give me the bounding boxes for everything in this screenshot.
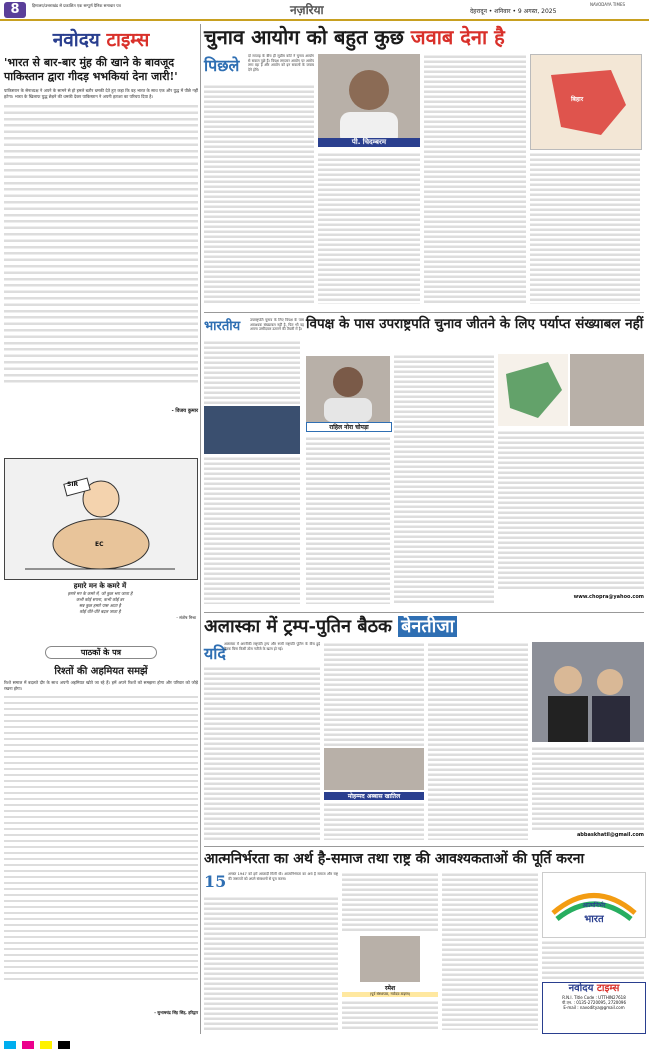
imprint-email: E-mail : navoditya@gmail.com bbox=[563, 1005, 625, 1010]
color-registration-bar bbox=[4, 1034, 71, 1053]
top-right-label: NAVODAYA TIMES bbox=[590, 2, 626, 7]
imprint-phone: पी.एन. : 0135-2720095, 2720096 bbox=[562, 1000, 626, 1005]
author-photo-khatil bbox=[324, 748, 424, 790]
imprint-brand-suffix: टाइम्स bbox=[596, 983, 620, 994]
fourth-headline: आत्मनिर्भरता का अर्थ है-समाज तथा राष्ट्र की आवश्यकताओं की पूर्ति करना bbox=[204, 851, 585, 867]
poem-line: सब कुछ हमारे पास आता है bbox=[79, 603, 121, 608]
yellow-swatch bbox=[40, 1041, 52, 1049]
fourth-col-2b bbox=[342, 1000, 438, 1030]
section-title: नज़रिया bbox=[290, 3, 324, 17]
third-headline bbox=[204, 616, 644, 638]
page-number: 8 bbox=[4, 2, 26, 18]
fourth-author-note: (पूर्व संस्थापक, नवोदय टाइम्स) bbox=[342, 992, 438, 997]
second-col-2 bbox=[306, 436, 390, 604]
second-col-1b bbox=[204, 456, 300, 604]
second-col-1a bbox=[204, 340, 300, 404]
third-author: मोहम्मद अब्बास खातिल bbox=[324, 792, 424, 800]
lead-kicker: पिछले bbox=[204, 56, 240, 75]
cartoon-label: SIR bbox=[67, 481, 79, 488]
second-article bbox=[204, 316, 644, 608]
poem-title: हमारे मन के कमरे में bbox=[73, 582, 127, 590]
third-intro: अलास्का में अमरीकी राष्ट्रपति ट्रम्प और रूसी राष्ट्रपति पुतिन के बीच हुई बैठक बिना किसी ठोस नतीजे के खत्म हो गई। bbox=[224, 642, 320, 651]
header-rule bbox=[0, 19, 649, 21]
masthead-text: हिमालय/उत्तराखंड से प्रकाशित एक सम्पूर्ण दैनिक समाचार पत्र bbox=[32, 3, 121, 8]
meeting-photo-icon bbox=[532, 642, 644, 742]
cartoon-tag: EC bbox=[95, 541, 104, 548]
logo-word: भारत bbox=[584, 914, 604, 925]
editorial-column bbox=[4, 24, 198, 454]
atmanirbhar-logo bbox=[542, 872, 646, 938]
third-headline-accent: बेनतीजा bbox=[398, 616, 457, 637]
second-col-4 bbox=[498, 430, 644, 590]
vice-president-image bbox=[204, 406, 300, 454]
second-col-3 bbox=[394, 354, 494, 604]
poem-box bbox=[4, 582, 196, 640]
fourth-article bbox=[204, 850, 644, 1032]
lead-intro: दो सप्ताह के बीच ही सुप्रीम कोर्ट ने चुनाव आयोग से सवाल पूछे हैं। विपक्ष लगातार आयोग पर आरोप लगा रहा है और आयोग को इन सवालों के जवाब देने होंगे। bbox=[248, 54, 314, 72]
politician-photo bbox=[570, 354, 644, 426]
portrait-icon bbox=[306, 356, 390, 422]
imprint-brand bbox=[543, 983, 645, 995]
second-email: www.chopra@yahoo.com bbox=[573, 594, 644, 600]
second-author: राहिल नोरा चोपड़ा bbox=[306, 422, 392, 432]
state-map-image bbox=[498, 354, 568, 426]
third-article bbox=[204, 616, 644, 842]
lead-headline bbox=[204, 24, 644, 50]
editorial-body-text: पाकिस्तान के सेनाध्यक्ष ने अपने के सामने से हो हमले बतौर धमकी देते हुए कहा कि वह भारत के साथ एक और युद्ध में पीछे नहीं हटेगा। भारत के खिलाफ युद्ध छेड़ने की धमकी देकर पाकिस्तान ने अपनी हताशा का परिचय दिया है। bbox=[4, 88, 198, 100]
poem-line: कोई धीरे-धीरे बदल जाता है bbox=[79, 609, 121, 614]
fourth-col-3 bbox=[442, 872, 538, 1030]
divider bbox=[204, 846, 644, 847]
third-col-2b bbox=[324, 802, 424, 840]
third-col-4 bbox=[532, 746, 644, 830]
editorial-byline: - विजय कुमार bbox=[171, 408, 198, 414]
column-divider bbox=[200, 24, 201, 1034]
fourth-col-1 bbox=[204, 896, 338, 1030]
second-kicker: भारतीय bbox=[204, 319, 241, 334]
poem-line: हमारे मन के कमरे में, जो कुछ भरा जाता है bbox=[67, 591, 133, 596]
second-intro: उपराष्ट्रपति चुनाव के लिए विपक्ष के पास आवश्यक संख्याबल नहीं है, फिर भी वह अपना उम्मीदवार उतारने की तैयारी में है। bbox=[250, 318, 304, 332]
poem-author: - संतोष मिश्रा bbox=[176, 615, 196, 620]
lead-col-1 bbox=[204, 84, 314, 304]
editorial-headline: 'भारत से बार-बार मुंह की खाने के बावजूद पाकिस्तान द्वारा गीदड़ भभकियां देना जारी!' bbox=[4, 56, 178, 83]
editorial-text-lines bbox=[4, 103, 198, 383]
cyan-swatch bbox=[4, 1041, 16, 1049]
lead-author: पी. चिदम्बरम bbox=[318, 138, 420, 147]
logo-title: आत्मनिर्भर bbox=[582, 902, 606, 909]
dateline: देहरादून • शनिवार • 9 अगस्त, 2025 bbox=[470, 8, 557, 15]
imprint-brand-word: नवोदय bbox=[568, 983, 594, 994]
fourth-col-4 bbox=[542, 940, 644, 980]
letters-text-lines bbox=[4, 694, 198, 984]
map-icon bbox=[531, 55, 641, 149]
map-label: बिहार bbox=[571, 96, 584, 103]
author-photo-chopra bbox=[306, 356, 390, 422]
poem-line: कभी कोई सपना, कभी कोई डर bbox=[76, 597, 124, 602]
map-icon bbox=[498, 354, 568, 426]
fourth-author: रमेश bbox=[384, 985, 396, 992]
fourth-intro: अगस्त 1947 को हमें आजादी मिली थी। आत्मनिर्भरता का अर्थ है समाज और राष्ट्र की जरूरतों को अपने संसाधनों से पूरा करना। bbox=[228, 872, 338, 881]
third-col-3 bbox=[428, 642, 528, 840]
letters-heading: रिश्तों की अहमियत समझें bbox=[54, 666, 148, 677]
election-map-image bbox=[530, 54, 642, 150]
cartoon bbox=[4, 458, 198, 580]
footer-imprint-box bbox=[542, 982, 646, 1034]
magenta-swatch bbox=[22, 1041, 34, 1049]
third-headline-part: अलास्का में ट्रम्प-पुतिन बैठक bbox=[204, 616, 399, 637]
divider bbox=[204, 612, 644, 613]
second-headline: विपक्ष के पास उपराष्ट्रपति चुनाव जीतने के लिए पर्याप्त संख्याबल नहीं bbox=[306, 316, 644, 332]
editorial-body bbox=[4, 88, 198, 408]
poem-lines bbox=[4, 591, 196, 615]
fourth-dropcap: 15 bbox=[204, 872, 227, 891]
author-photo-chidambaram bbox=[318, 54, 420, 146]
lead-headline-part: चुनाव आयोग को बहुत कुछ bbox=[204, 25, 411, 49]
lead-col-4 bbox=[530, 152, 640, 304]
brand-suffix: टाइम्स bbox=[106, 29, 150, 51]
third-col-1 bbox=[204, 666, 320, 840]
letters-body-text: रिश्ते समाज में बदलते दौर के साथ अपनी अहमियत खोते जा रहे हैं। हमें अपने रिश्तों को समझना होगा और परिवार को जोड़े रखना होगा। bbox=[4, 680, 198, 691]
lead-headline-accent: जवाब देना है bbox=[410, 25, 505, 49]
letters-body bbox=[4, 680, 198, 1010]
portrait-icon bbox=[318, 54, 420, 146]
letters-signature: - सुभाषचंद्र सिंह सिंह, हरिद्वार bbox=[154, 1010, 198, 1015]
cartoon-drawing bbox=[5, 459, 197, 579]
letters-title: पाठकों के पत्र bbox=[45, 646, 157, 659]
letters-column bbox=[4, 646, 198, 1030]
lead-col-2 bbox=[318, 152, 420, 304]
third-col-2a bbox=[324, 642, 424, 746]
editorial-brand bbox=[4, 26, 198, 52]
lead-article bbox=[204, 24, 644, 308]
brand-word: नवोदय bbox=[52, 29, 100, 51]
imprint-reg: R.N.I. Title Code : UTTHIN27618 bbox=[562, 995, 626, 1000]
lead-col-3 bbox=[424, 54, 526, 304]
third-dropcap: यदि bbox=[204, 644, 226, 663]
trump-putin-photo bbox=[532, 642, 644, 742]
black-swatch bbox=[58, 1041, 70, 1049]
fourth-col-2a bbox=[342, 872, 438, 932]
third-email: abbaskhatil@gmail.com bbox=[576, 832, 644, 838]
author-photo-ramesh bbox=[360, 936, 420, 982]
page-header bbox=[0, 0, 649, 20]
divider bbox=[204, 312, 644, 313]
